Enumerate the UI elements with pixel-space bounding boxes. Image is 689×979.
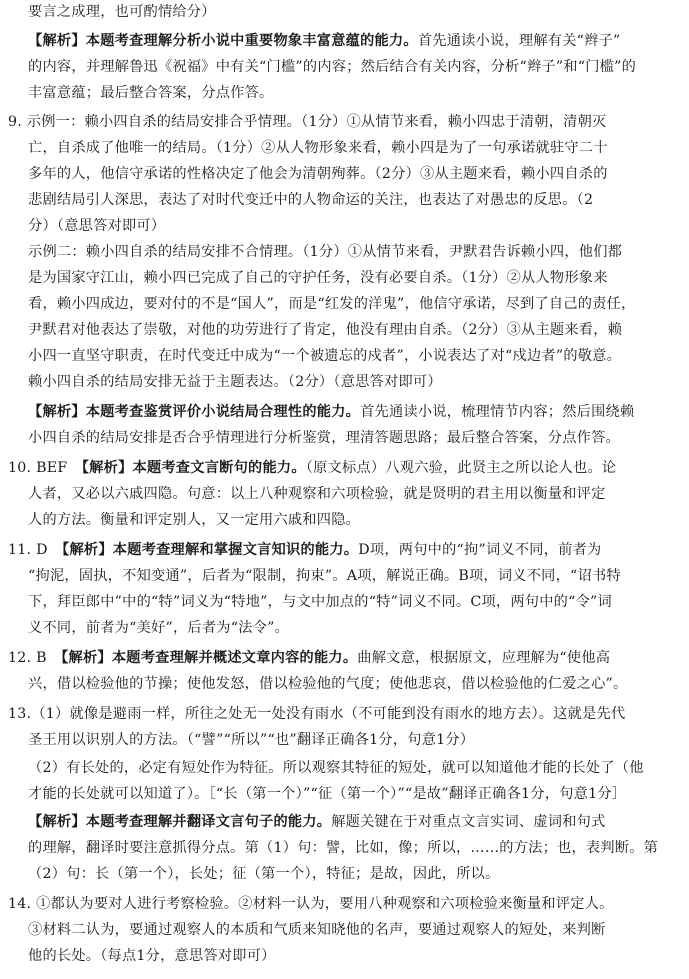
analysis-tag: 【解析】 <box>28 814 86 830</box>
analysis-tag: 【解析】 <box>62 542 113 558</box>
text-line: 看，赖小四成边，要对付的不是“国人”，而是“红发的洋鬼”，他信守承诺，尽到了自己的责任， <box>28 296 636 312</box>
analysis-line: 【解析】本题考查鉴赏评价小说结局合理性的能力。首先通读小说，梳理情节内容；然后围绕赖 <box>28 404 635 420</box>
text-line: 尹默君对他表达了崇敬，对他的功劳进行了肯定，他没有理由自杀。（2分）③从主题来看，赖 <box>28 322 623 338</box>
text-line: 圣王用以识别人的方法。（“譬”“所以”“也”翻译正确各1分，句意1分） <box>28 732 475 748</box>
text-line: “拘泥，固执，不知变通”，后者为“限制，拘束”。A项，解说正确。B项，词义不同，“诏书特 <box>28 568 621 584</box>
analysis-tag: 【解析】 <box>81 460 133 476</box>
text-line: 的理解，翻译时要注意抓得分点。第（1）句：譬，比如，像；所以，……的方法；也，表判断。第 <box>28 840 659 856</box>
text-line: 人的方法。衡量和评定别人，又一定用六戚和四隐。 <box>28 512 361 528</box>
text-line: 分）（意思答对即可） <box>28 218 166 234</box>
text-line: 才能的长处就可以知道了）。［“长（第一个）”“征（第一个）”“是故”翻译正确各1分，句意1分］ <box>28 786 627 802</box>
answer-11-line: 11. D 【解析】本题考查理解和掌握文言知识的能力。D项，两句中的“拘”词义不同，前者为 <box>8 542 602 558</box>
analysis-tag: 【解析】 <box>61 650 112 666</box>
answer-10-line: 10. BEF 【解析】本题考查文言断句的能力。（原文标点）八观六验，此贤主之所以论人也。论 <box>8 460 617 476</box>
answer-14-line: 14. ①都认为要对人进行考察检验。②材料一认为，要用八种观察和六项检验来衡量和评定人。 <box>8 896 614 912</box>
text-line: 兴，借以检验他的节操；使他发怒，借以检验他的气度；使他悲哀，借以检验他的仁爱之心”。 <box>28 676 628 692</box>
answer-9-line: 9. 示例一：赖小四自杀的结局安排合乎情理。（1分）①从情节来看，赖小四忠于清朝，清朝灭 <box>8 114 607 130</box>
text-line: （2）有长处的，必定有短处作为特征。所以观察其特征的短处，就可以知道他才能的长处了（他 <box>28 760 644 776</box>
answer-13-line: 13.（1）就像是避雨一样，所往之处无一处没有雨水（不可能到没有雨水的地方去）。这就是先代 <box>8 706 626 722</box>
text-line: 小四一直坚守职责，在时代变迁中成为“一个被遗忘的戍者”，小说表达了对“戍边者”的敬意。 <box>28 348 622 364</box>
text-line: 丰富意蕴；最后整合答案，分点作答。 <box>28 85 274 101</box>
text-line: 下，拜臣郎中”中的“特”词义为“特地”，与文中加点的“特”词义不同。C项，两句中的“令”词 <box>28 594 612 610</box>
text-line: 他的长处。（每点1分，意思答对即可） <box>28 948 276 964</box>
analysis-line: 【解析】本题考查理解分析小说中重要物象丰富意蕴的能力。首先通读小说，理解有关“辫子” <box>28 33 621 49</box>
analysis-line: 【解析】本题考查理解并翻译文言句子的能力。解题关键在于对重点文言实词、虚词和句式 <box>28 814 606 830</box>
analysis-tag: 【解析】 <box>28 33 86 49</box>
text-line: 亡，自杀成了他唯一的结局。（1分）②从人物形象来看，赖小四是为了一句承诺就驻守二十 <box>28 140 608 156</box>
text-line: 人者，又必以六戚四隐。句意：以上八种观察和六项检验，就是贤明的君主用以衡量和评定 <box>28 486 606 502</box>
answer-12-line: 12. B 【解析】本题考查理解并概述文章内容的能力。曲解文意，根据原文，应理解为“使他高 <box>8 650 611 666</box>
text-line: 是为国家守江山，赖小四已完成了自己的守护任务，没有必要自杀。（1分）②从人物形象来 <box>28 270 608 286</box>
text-line: 悲剧结局引人深思，表达了对时代变迁中的人物命运的关注，也表达了对愚忠的反思。（2 <box>28 192 594 208</box>
text-line: 赖小四自杀的结局安排无益于主题表达。（2分）（意思答对即可） <box>28 374 442 390</box>
text-line: 多年的人，他信守承诺的性格决定了他会为清朝殉葬。（2分）③从主题来看，赖小四自杀的 <box>28 166 608 182</box>
text-line: ③材料二认为，要通过观察人的本质和气质来知晓他的名声，要通过观察人的短处，来判断 <box>28 922 606 938</box>
text-line: （2）句：长（第一个），长处；征（第一个），特征；是故，因此，所以。 <box>28 866 500 882</box>
analysis-tag: 【解析】 <box>28 404 86 420</box>
text-line: 的内容，并理解鲁迅《祝福》中有关“门槛”的内容；然后结合有关内容，分析“辫子”和“门槛”的 <box>28 59 637 75</box>
text-line: 小四自杀的结局安排是否合乎情理进行分析鉴赏，理清答题思路；最后整合答案，分点作答。 <box>28 430 620 446</box>
text-line: 示例二：赖小四自杀的结局安排不合情理。（1分）①从情节来看，尹默君告诉赖小四，他们都 <box>28 244 623 260</box>
text-line: 义不同，前者为“美好”，后者为“法令”。 <box>28 620 290 636</box>
text-line: 要言之成理，也可酌情给分） <box>28 4 216 20</box>
